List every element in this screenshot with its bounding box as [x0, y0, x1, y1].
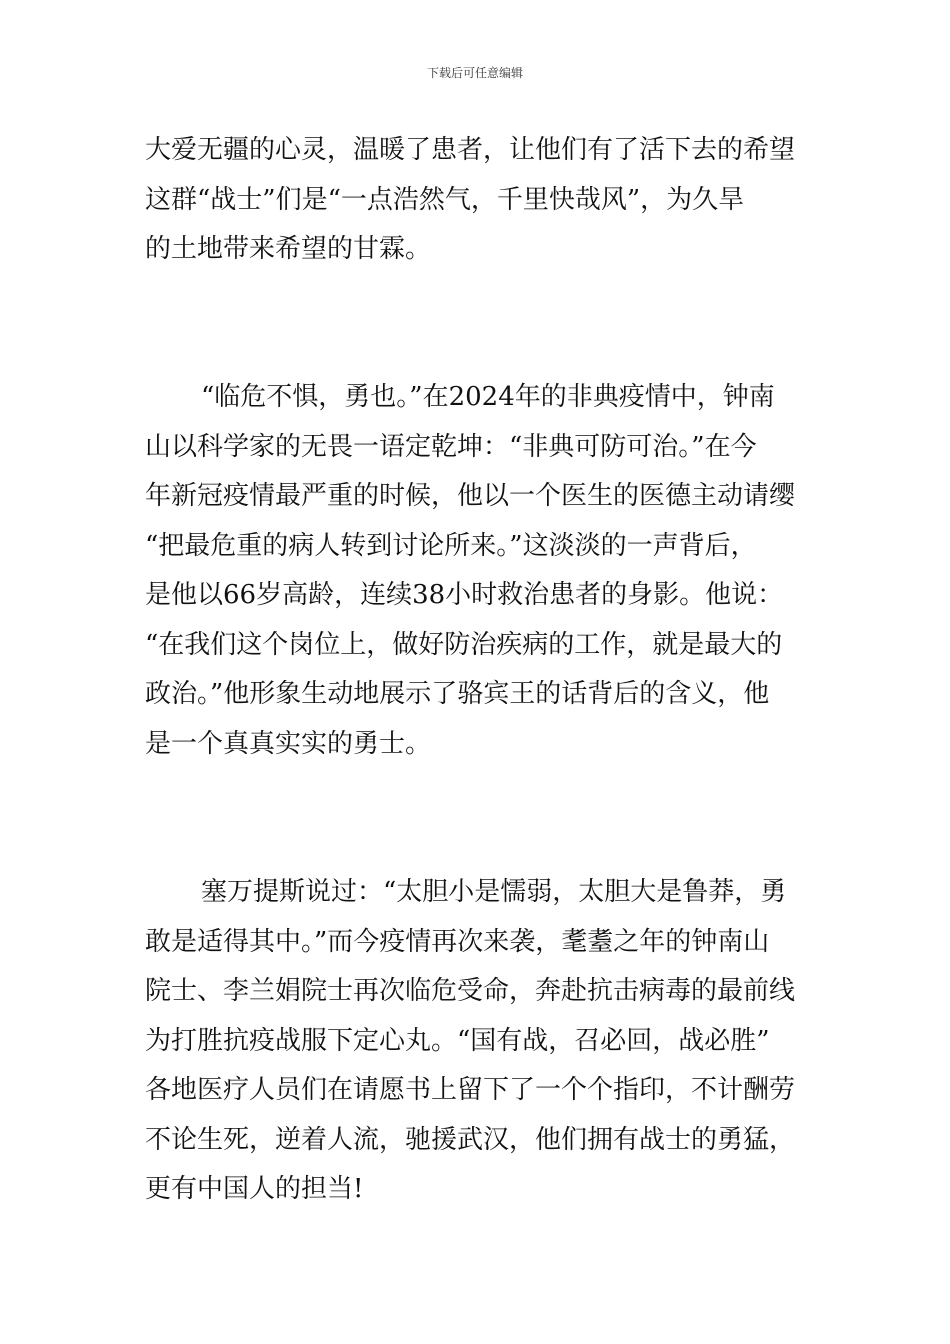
- text-line: “把最危重的病人转到讨论所来。”这淡淡的一声背后，: [145, 530, 757, 561]
- text-line: 大爱无疆的心灵，温暖了患者，让他们有了活下去的希望: [145, 135, 796, 165]
- paragraph-3: [145, 868, 817, 1215]
- header-note: 下载后可任意编辑: [426, 66, 523, 80]
- text-line: 山以科学家的无畏一语定乾坤：“非典可防可治。”在今: [145, 431, 757, 462]
- text-line: 敢是适得其中。”而今疫情再次来袭，耄耋之年的钟南山: [145, 926, 770, 957]
- text-line: 院士、李兰娟院士再次临危受命，奔赴抗击病毒的最前线: [145, 976, 796, 1006]
- text-line: 为打胜抗疫战服下定心丸。“国有战，召必回，战必胜”: [145, 1025, 770, 1056]
- text-line: “临危不惧，勇也。”在2024年的非典疫情中，钟南: [201, 382, 775, 412]
- paragraph-1: [145, 126, 817, 275]
- paragraph-2: [145, 373, 817, 769]
- text-line: 不论生死，逆着人流，驰援武汉，他们拥有战士的勇猛，: [145, 1124, 796, 1155]
- text-line: “在我们这个岗位上，做好防治疾病的工作，就是最大的: [145, 629, 783, 660]
- text-line: 塞万提斯说过：“太胆小是懦弱，太胆大是鲁莽，勇: [201, 877, 787, 907]
- text-line: 的土地带来希望的甘霖。: [145, 234, 432, 264]
- text-line: 这群“战士”们是“一点浩然气，千里快哉风”，为久旱: [145, 184, 745, 215]
- text-line: 政治。”他形象生动地展示了骆宾王的话背后的含义，他: [145, 679, 770, 709]
- text-line: 各地医疗人员们在请愿书上留下了一个个指印，不计酬劳: [145, 1075, 796, 1105]
- text-line: 年新冠疫情最严重的时候，他以一个医生的医德主动请缨: [145, 481, 796, 511]
- text-line: 是他以66岁高龄，连续38小时救治患者的身影。他说：: [145, 580, 784, 610]
- text-line: 是一个真真实实的勇士。: [145, 728, 432, 759]
- text-line: 更有中国人的担当!: [145, 1174, 364, 1204]
